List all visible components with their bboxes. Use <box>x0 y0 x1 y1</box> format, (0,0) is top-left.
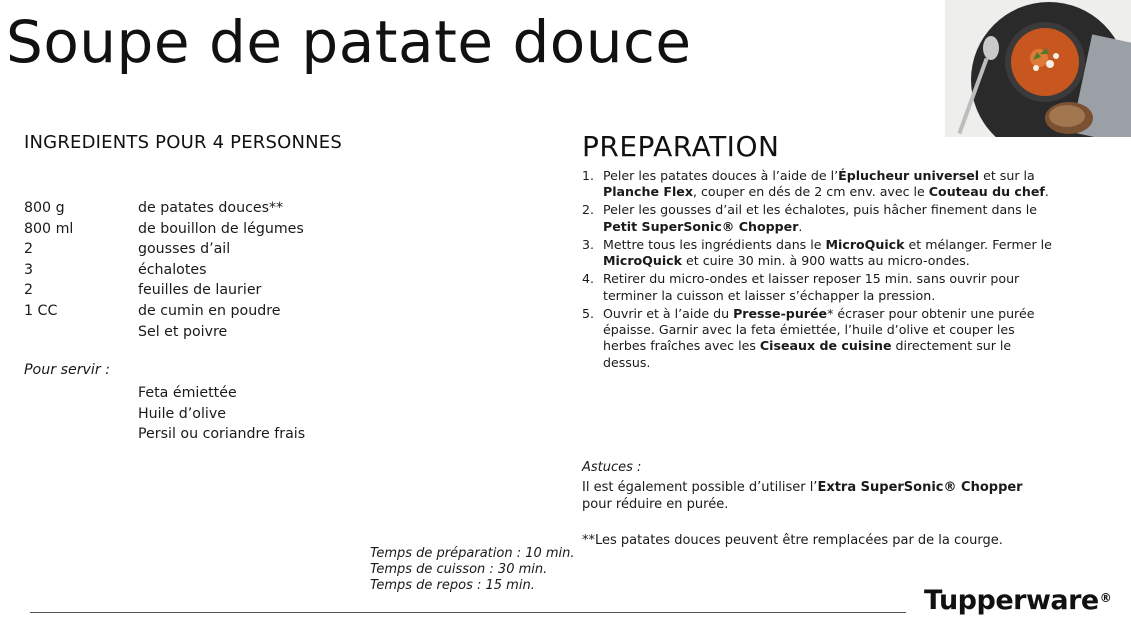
ingredient-quantity: 2 <box>24 241 34 258</box>
text-run: directement sur le dessus. <box>603 338 1012 370</box>
serve-item: Huile d’olive <box>138 405 226 422</box>
ingredients-heading: INGREDIENTS POUR 4 PERSONNES <box>24 132 343 153</box>
ingredient-description: de bouillon de légumes <box>138 220 304 237</box>
preparation-step <box>582 271 1052 304</box>
step-number: 2. <box>582 202 595 218</box>
ingredient-quantity: 1 CC <box>24 302 58 319</box>
serve-item: Persil ou coriandre frais <box>138 426 306 443</box>
ingredients-list <box>24 198 424 342</box>
text-run: Il est également possible d’utiliser l’ <box>582 480 818 495</box>
text-run: Mettre tous les ingrédients dans le <box>603 236 826 252</box>
footnote: **Les patates douces peuvent être remplacées par de la courge. <box>582 533 1003 548</box>
preparation-step <box>582 306 1052 372</box>
text-run: . <box>798 218 803 234</box>
step-text <box>603 271 1019 302</box>
step-number: 5. <box>582 305 595 321</box>
step-text <box>603 237 1052 268</box>
text-run: , couper en dés de 2 cm env. avec le <box>692 184 929 200</box>
ingredient-row <box>24 239 424 260</box>
ingredient-quantity: 3 <box>24 261 34 278</box>
tips-text <box>582 480 1052 513</box>
ingredient-quantity: 800 ml <box>24 220 74 237</box>
page-title: Soupe de patate douce <box>6 8 692 76</box>
ingredient-quantity: 800 g <box>24 200 65 216</box>
soup-bowl-photo <box>945 0 1131 137</box>
brand-name: Tupperware <box>924 585 1099 616</box>
serve-list <box>138 383 305 445</box>
preparation-step <box>582 168 1052 201</box>
step-number: 1. <box>582 168 595 183</box>
preparation-step <box>582 237 1052 270</box>
time-line: Temps de cuisson : 30 min. <box>370 562 548 578</box>
ingredient-description: de patates douces** <box>138 200 284 216</box>
ingredient-description: Sel et poivre <box>138 323 228 340</box>
time-line: Temps de repos : 15 min. <box>370 578 535 594</box>
time-line: Temps de préparation : 10 min. <box>370 546 575 561</box>
text-run: Retirer du micro-ondes et laisser reposer 15 min. sans ouvrir pour terminer la cuisson et laisser s’échapper la pression. <box>603 271 1020 303</box>
text-run: et mélanger. Fermer le <box>904 236 1052 252</box>
ingredient-description: de cumin en poudre <box>138 302 281 319</box>
step-text <box>603 168 1049 199</box>
registered-mark: ® <box>1099 591 1112 605</box>
ingredient-row <box>24 198 424 219</box>
ingredient-row <box>24 280 424 301</box>
ingredient-row <box>24 301 424 322</box>
serve-label: Pour servir : <box>24 362 110 378</box>
preparation-heading: PREPARATION <box>582 130 780 163</box>
tupperware-logo <box>924 585 1111 616</box>
product-name: MicroQuick <box>603 253 683 269</box>
text-run: et sur la <box>979 168 1035 183</box>
preparation-steps <box>582 168 1052 373</box>
times-block <box>370 546 575 595</box>
product-name: Presse-purée <box>733 305 828 321</box>
text-run: Ouvrir et à l’aide du <box>603 305 734 321</box>
text-run: * écraser pour obtenir une purée épaisse. Garnir avec la feta émiettée, l’huile d’olive et couper les herbes fraîches avec les <box>603 305 1035 354</box>
step-text <box>603 202 1037 233</box>
text-run: pour réduire en purée. <box>582 496 729 512</box>
tips-label: Astuces : <box>582 460 642 475</box>
preparation-step <box>582 202 1052 235</box>
product-name: Petit SuperSonic® Chopper <box>603 218 799 234</box>
step-text <box>603 306 1034 370</box>
ingredient-description: gousses d’ail <box>138 241 231 258</box>
product-name: Extra SuperSonic® Chopper <box>817 480 1023 495</box>
text-run: Peler les gousses d’ail et les échalotes, puis hâcher finement dans le <box>603 202 1037 218</box>
product-name: MicroQuick <box>825 236 905 252</box>
product-name: Couteau du chef <box>928 184 1045 200</box>
ingredient-description: échalotes <box>138 261 207 278</box>
step-number: 3. <box>582 236 595 252</box>
serve-item: Feta émiettée <box>138 385 237 401</box>
product-name: Éplucheur universel <box>838 168 980 183</box>
footer-divider <box>30 612 906 613</box>
ingredient-quantity: 2 <box>24 282 34 299</box>
ingredient-row <box>24 322 424 343</box>
product-name: Planche Flex <box>603 184 693 200</box>
ingredient-row <box>24 219 424 240</box>
text-run: et cuire 30 min. à 900 watts au micro-ondes. <box>682 253 970 269</box>
step-number: 4. <box>582 271 595 287</box>
product-name: Ciseaux de cuisine <box>759 338 892 354</box>
text-run: . <box>1044 184 1049 200</box>
text-run: Peler les patates douces à l’aide de l’ <box>603 168 839 183</box>
ingredient-row <box>24 260 424 281</box>
ingredient-description: feuilles de laurier <box>138 282 262 299</box>
